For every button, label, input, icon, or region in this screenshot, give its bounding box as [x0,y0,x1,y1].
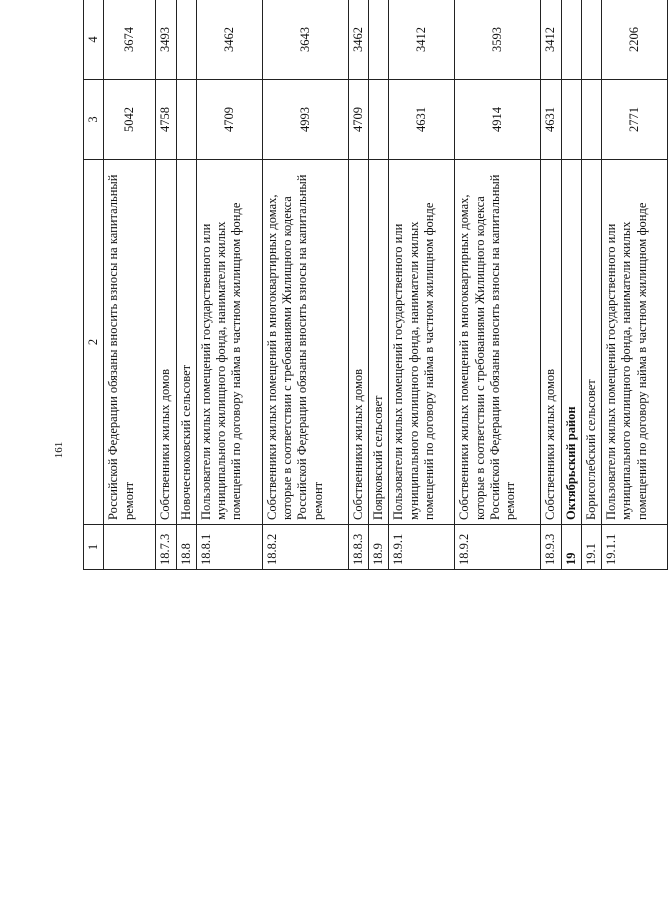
page-number: 161 [53,441,65,459]
value-cell [176,0,196,80]
value-cell: 4709 [196,80,262,160]
row-name: Российской Федерации обязаны вносить взносы на капитальный ремонт [104,160,156,525]
row-code: 18.9.3 [541,525,561,570]
table-row [455,0,541,570]
row-name: Пользователи жилых помещений государственного или муниципального жилищного фонда, наниматели жилых помещений по договору найма в частном жилищном фонде [389,160,455,525]
header-row [84,0,104,570]
value-cell [581,80,601,160]
value-cell: 2771 [602,80,668,160]
row-name: Поярковский сельсовет [369,160,389,525]
table-row [156,0,176,570]
value-cell [581,0,601,80]
row-name: Новочесноковский сельсовет [176,160,196,525]
table-row [561,0,581,570]
row-code: 18.8 [176,525,196,570]
row-name: Собственники жилых домов [156,160,176,525]
table-row [176,0,196,570]
row-code: 18.7.3 [156,525,176,570]
value-cell: 3412 [541,0,561,80]
table-row [348,0,368,570]
table-row [262,0,348,570]
row-name: Собственники жилых помещений в многоквартирных домах, которые в соответствии с требованиями Жилищного кодекса Российской Федерации обязаны вносить взносы на капитальный ремонт [455,160,541,525]
value-cell: 2206 [602,0,668,80]
value-cell: 3462 [348,0,368,80]
row-code: 18.8.3 [348,525,368,570]
table-row [389,0,455,570]
row-code: 19.1 [581,525,601,570]
row-code: 18.9.1 [389,525,455,570]
table-row [602,0,668,570]
row-name: Пользователи жилых помещений государственного или муниципального жилищного фонда, наниматели жилых помещений по договору найма в частном жилищном фонде [602,160,668,525]
table-row [369,0,389,570]
table-row [581,0,601,570]
value-cell: 4709 [348,80,368,160]
row-code: 18.8.1 [196,525,262,570]
value-cell [561,80,581,160]
tariff-table [83,0,668,570]
value-cell: 5042 [104,80,156,160]
table-row [541,0,561,570]
value-cell: 3593 [455,0,541,80]
row-code [104,525,156,570]
row-name: Октябрьский район [561,160,581,525]
row-name: Собственники жилых домов [348,160,368,525]
header-cell: 2 [84,160,104,525]
header-cell: 3 [84,80,104,160]
value-cell: 4914 [455,80,541,160]
value-cell: 4631 [541,80,561,160]
value-cell: 3412 [389,0,455,80]
row-code: 19 [561,525,581,570]
row-name: Собственники жилых домов [541,160,561,525]
value-cell [369,80,389,160]
rotated-table-area [83,27,649,834]
row-code: 18.9 [369,525,389,570]
value-cell: 4993 [262,80,348,160]
table-row [196,0,262,570]
row-code: 18.8.2 [262,525,348,570]
value-cell: 4631 [389,80,455,160]
row-code: 18.9.2 [455,525,541,570]
value-cell: 3493 [156,0,176,80]
value-cell [561,0,581,80]
header-cell: 4 [84,0,104,80]
row-name: Борисоглебский сельсовет [581,160,601,525]
value-cell: 3674 [104,0,156,80]
row-code: 19.1.1 [602,525,668,570]
value-cell [369,0,389,80]
value-cell: 3643 [262,0,348,80]
row-name: Собственники жилых помещений в многоквартирных домах, которые в соответствии с требованиями Жилищного кодекса Российской Федерации обязаны вносить взносы на капитальный ремонт [262,160,348,525]
value-cell: 4758 [156,80,176,160]
row-name: Пользователи жилых помещений государственного или муниципального жилищного фонда, наниматели жилых помещений по договору найма в частном жилищном фонде [196,160,262,525]
header-cell: 1 [84,525,104,570]
value-cell [176,80,196,160]
table-body [84,0,668,570]
value-cell: 3462 [196,0,262,80]
table-row [104,0,156,570]
